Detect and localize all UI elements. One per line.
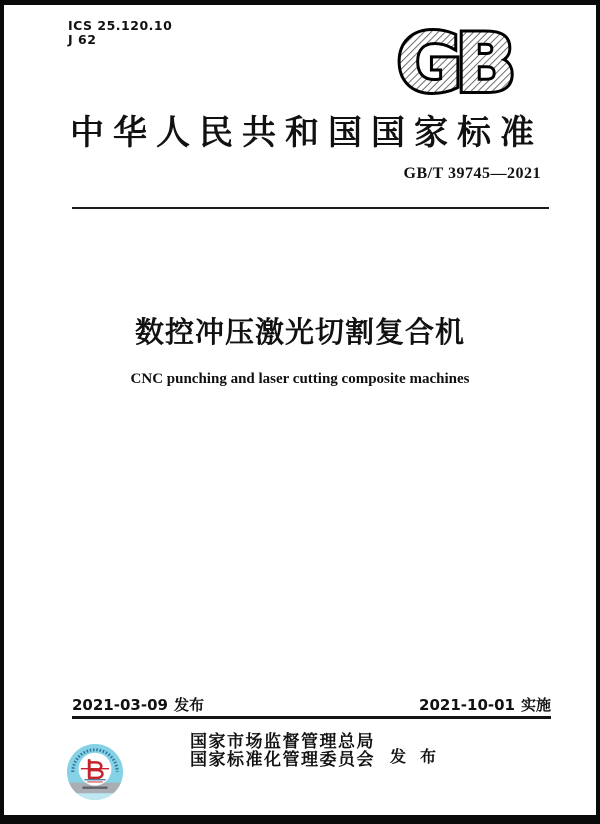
implementation-label: 实施 bbox=[520, 696, 551, 714]
publish-label: 发 布 bbox=[390, 749, 442, 766]
issue-date-group bbox=[72, 694, 204, 715]
ics-code-block bbox=[68, 19, 172, 47]
header-divider bbox=[72, 207, 549, 209]
anti-counterfeit-seal-icon bbox=[66, 744, 124, 802]
standard-number: GB/T 39745—2021 bbox=[403, 165, 541, 182]
publisher-line-1: 国家市场监督管理总局 bbox=[190, 732, 375, 751]
issue-label: 发布 bbox=[173, 696, 204, 714]
gb-logo-icon bbox=[388, 25, 518, 101]
publisher-block bbox=[190, 733, 375, 769]
document-title-zh: 数控冲压激光切割复合机 bbox=[134, 317, 465, 349]
national-standard-title: 中华人民共和国国家标准 bbox=[70, 115, 543, 152]
publisher-line-2: 国家标准化管理委员会 bbox=[190, 750, 375, 769]
implementation-date: 2021-10-01 bbox=[419, 696, 515, 714]
document-title-en: CNC punching and laser cutting composite machines bbox=[130, 371, 470, 387]
doc-class-code: J 62 bbox=[68, 32, 97, 47]
issue-date: 2021-03-09 bbox=[72, 696, 168, 714]
implementation-date-group bbox=[419, 694, 551, 715]
gb-logo-text: GB bbox=[396, 25, 510, 101]
footer-divider bbox=[72, 716, 551, 719]
ics-code: ICS 25.120.10 bbox=[68, 18, 173, 33]
dates-row bbox=[72, 694, 551, 715]
